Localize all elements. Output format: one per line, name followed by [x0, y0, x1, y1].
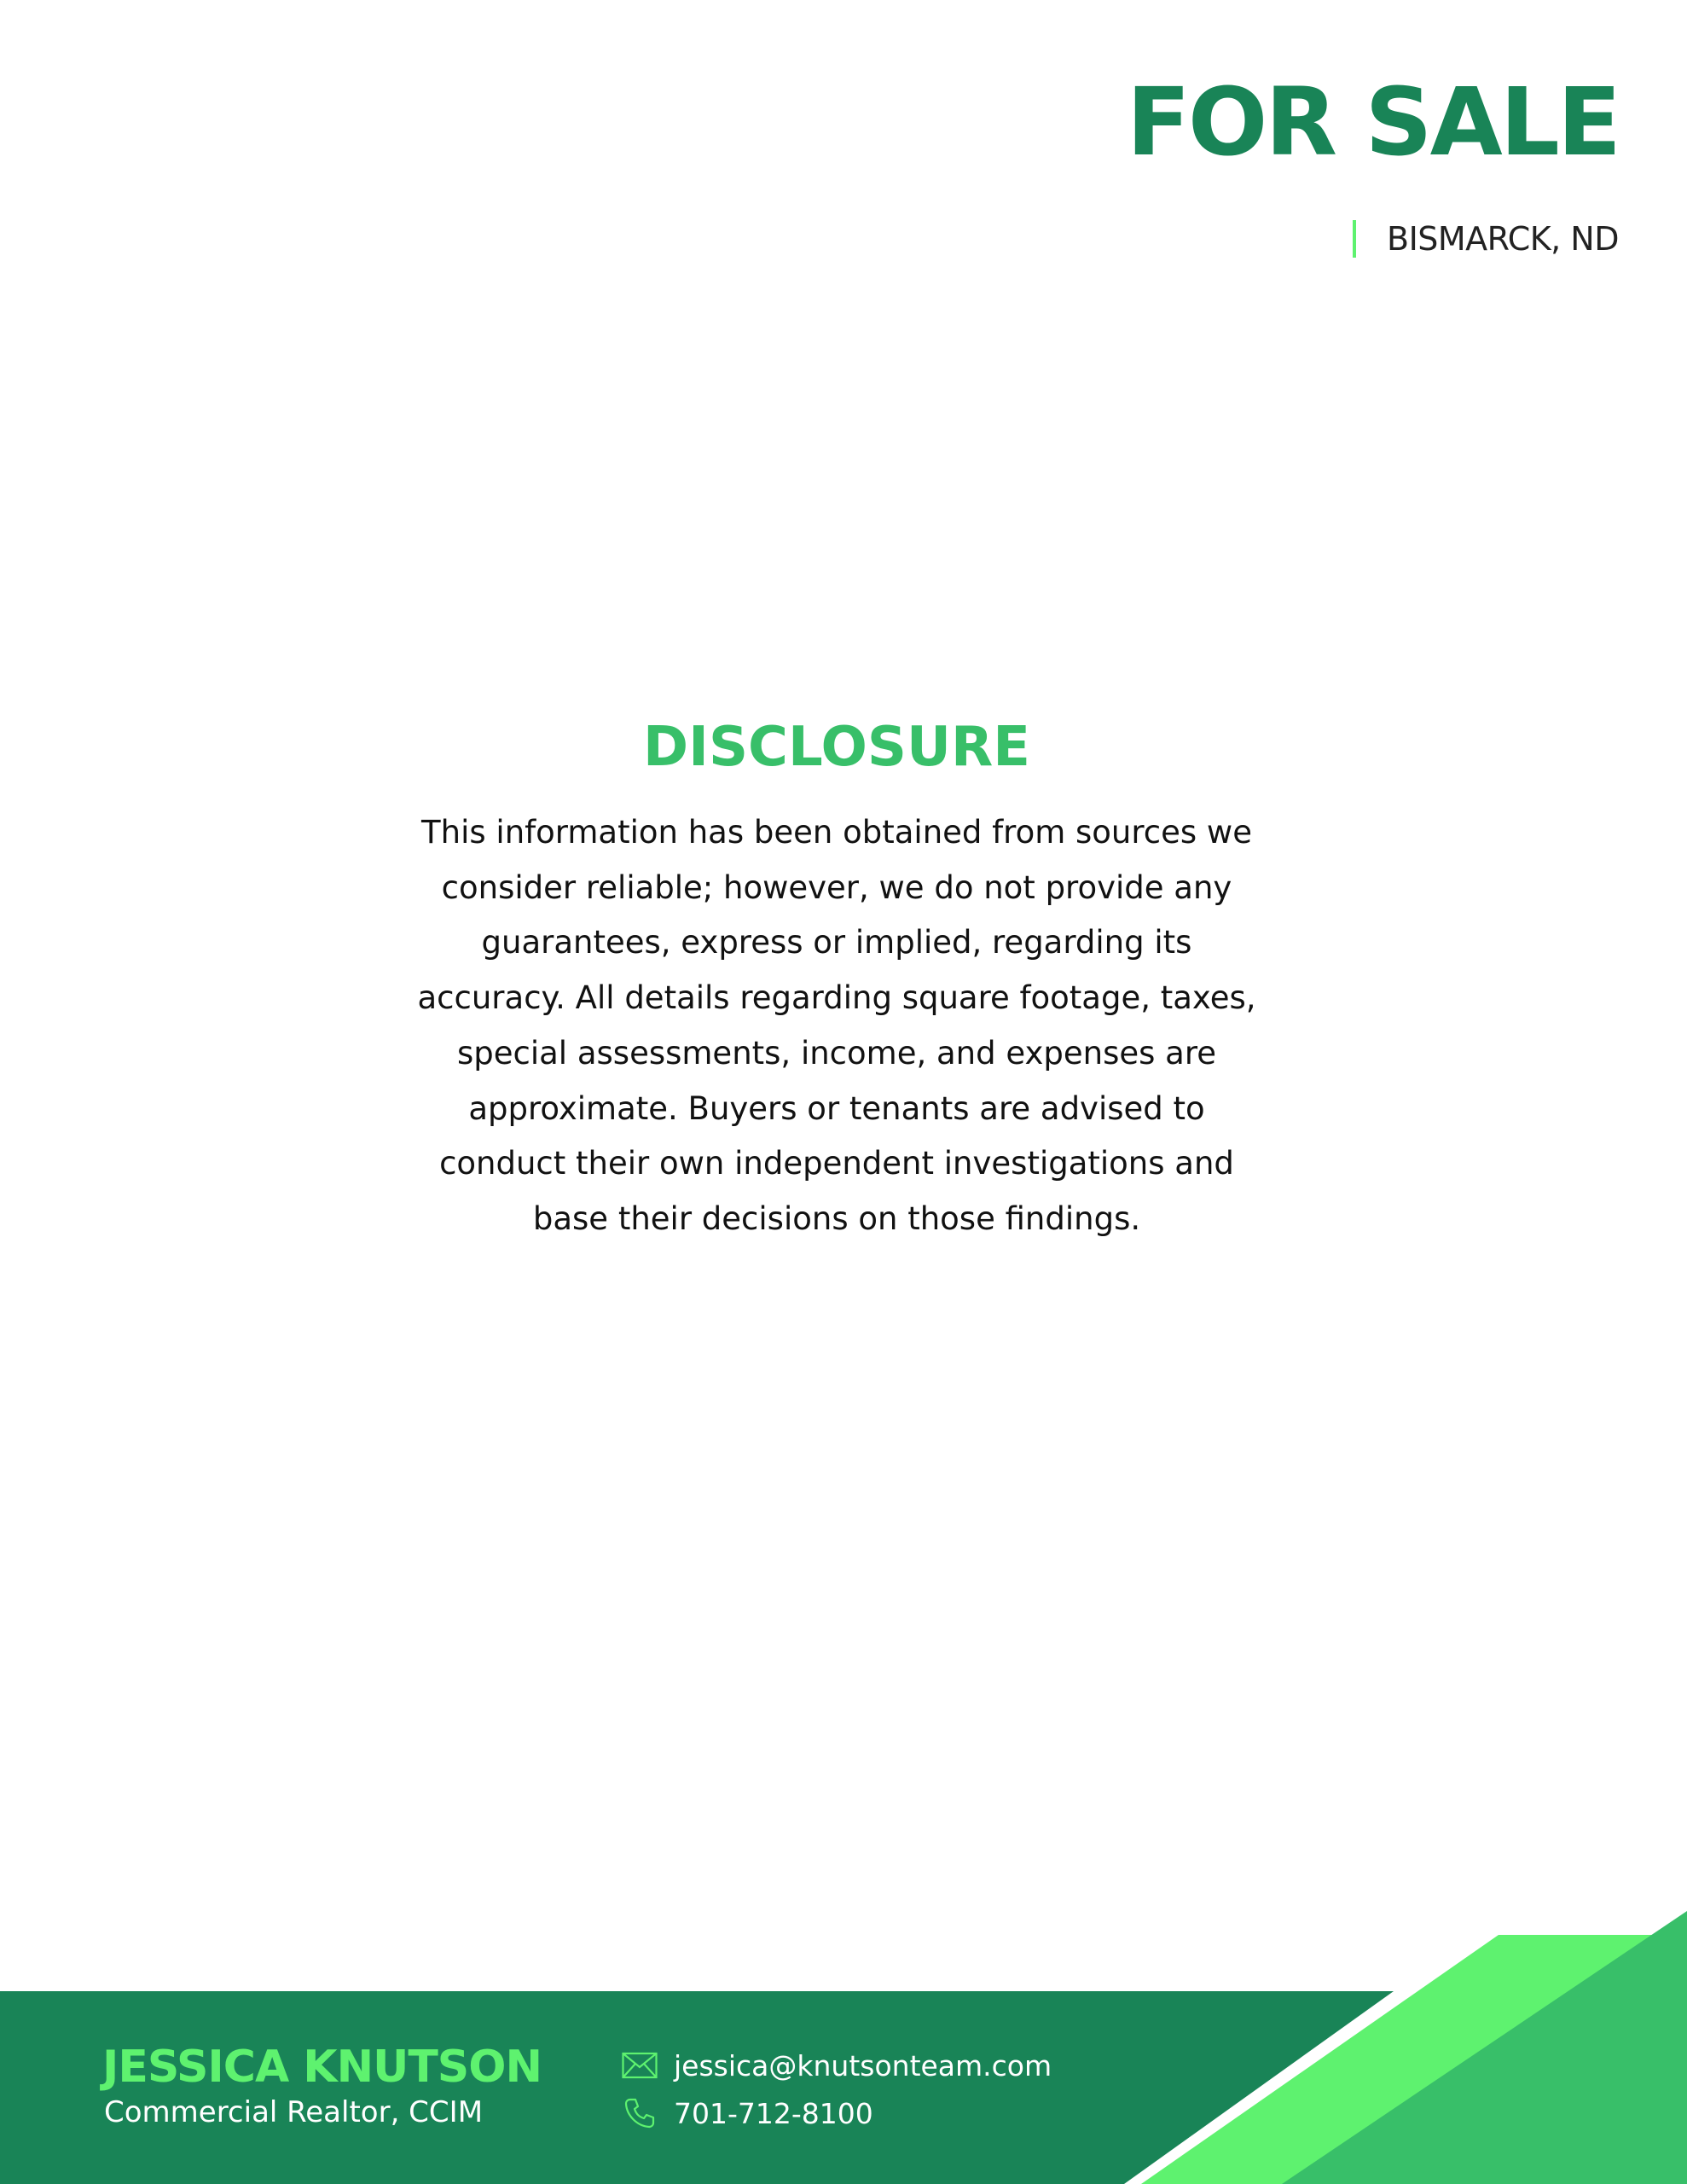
phone-link[interactable]: 701-712-8100: [674, 2096, 873, 2130]
location-accent-bar: [1353, 220, 1356, 258]
email-link[interactable]: jessica@knutsonteam.com: [674, 2048, 1052, 2082]
email-contact[interactable]: [621, 2044, 1052, 2087]
agent-name: JESSICA KNUTSON: [102, 2042, 542, 2093]
location-text: BISMARCK, ND: [1387, 220, 1619, 258]
disclosure-body: This information has been obtained from sources we consider reliable; however, we do not provide any guarantees, express or implied, regarding its accuracy. All details regarding square footage, taxes, special assessments, income, and expenses are approximate. Buyers or tenants are advised to conduct their own independent investigations and base their decisions on those findings.: [417, 814, 1256, 1237]
phone-contact[interactable]: [621, 2092, 873, 2135]
phone-icon: [621, 2098, 658, 2129]
disclosure-heading: DISCLOSURE: [643, 716, 1030, 779]
agent-title: Commercial Realtor, CCIM: [104, 2095, 484, 2129]
location-label: [1353, 215, 1619, 263]
envelope-icon: [621, 2050, 658, 2081]
page-title: FOR SALE: [1126, 67, 1619, 177]
